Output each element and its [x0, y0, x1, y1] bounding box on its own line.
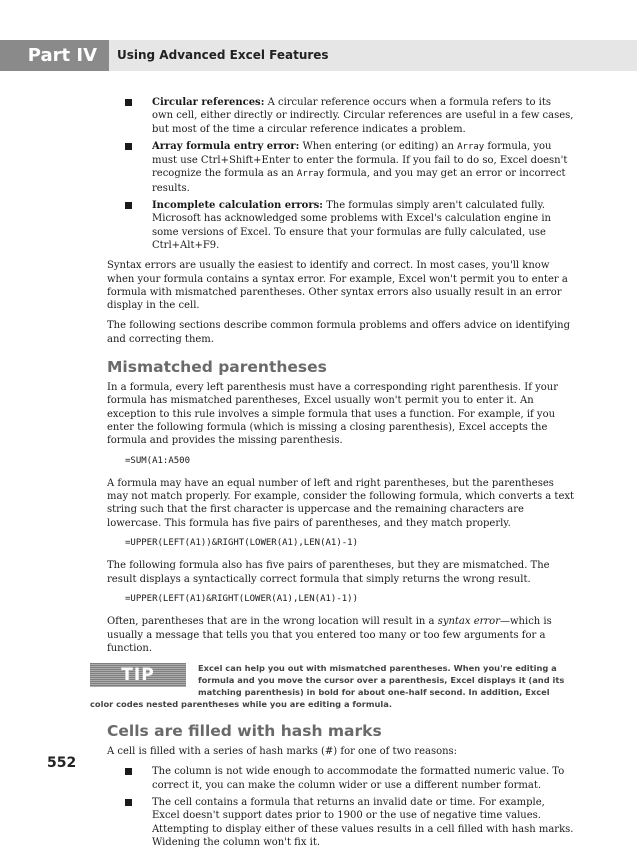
- paragraph: The following formula also has five pairs of parentheses, but they are mismatched. The result displays a syntactically correct formula that simply returns the wrong result.: [107, 560, 550, 585]
- paragraph: [107, 615, 575, 655]
- list-item: [107, 140, 575, 195]
- tip-badge: TIP: [90, 663, 186, 687]
- list-item: The column is not wide enough to accommodate the formatted numeric value. To correct it, you can make the column wider or use a different number format.: [107, 765, 575, 792]
- tip-text: Excel can help you out with mismatched parentheses. When you're editing a formula and you move the cursor over a parenthesis, Excel displays it (and its matching parenthesis) in bold for about one-half second. In addition, Excel color codes nested parentheses while you are editing a formula.: [90, 663, 565, 710]
- inline-code: Array: [457, 141, 485, 152]
- page-header: [0, 40, 637, 71]
- inline-code: Array: [296, 169, 324, 180]
- bullet-text: formula, and you may get an error or incorrect results.: [152, 168, 566, 194]
- page-number: 552: [47, 755, 77, 771]
- error-types-list: [107, 96, 575, 252]
- code-example: =UPPER(LEFT(A1)&RIGHT(LOWER(A1),LEN(A1)-1)): [125, 593, 358, 604]
- paragraph-text: —which is usually a message that tells you that you entered too many or too few arguments for a function.: [107, 616, 552, 654]
- bullet-text: A circular reference occurs when a formula refers to its own cell, either directly or indirectly. Circular references are useful in a few cases, but most of the time a circular reference indicates a problem.: [152, 97, 574, 135]
- bullet-text: formula, you must use Ctrl+Shift+Enter to enter the formula. If you fail to do so, Excel doesn't recognize the formula as an: [152, 140, 568, 180]
- paragraph-text: Often, parentheses that are in the wrong location will result in a: [107, 616, 438, 628]
- paragraph: Syntax errors are usually the easiest to identify and correct. In most cases, you'll know when your formula contains a syntax error. For example, Excel won't permit you to enter a formula with mismatched parentheses. Other syntax errors also usually result in an error display in the cell.: [107, 260, 568, 312]
- bullet-term: Array formula entry error:: [152, 140, 300, 152]
- paragraph: A formula may have an equal number of left and right parentheses, but the parentheses may not match properly. For example, consider the following formula, which converts a text string such that the first character is uppercase and the remaining characters are lowercase. This formula has five pairs of parentheses, and they match properly.: [107, 477, 575, 529]
- bullet-term: Circular references:: [152, 97, 265, 108]
- part-label: Part IV: [0, 40, 109, 71]
- paragraph: In a formula, every left parenthesis must have a corresponding right parenthesis. If your formula has mismatched parentheses, Excel usually won't permit you to enter it. An exception to this rule involves a simple formula that uses a function. For example, if you enter the following formula (which is missing a closing parenthesis), Excel accepts the formula and provides the missing parenthesis.: [107, 382, 558, 447]
- page-content: [90, 96, 575, 856]
- paragraph: The following sections describe common formula problems and offers advice on identifying and correcting them.: [107, 320, 571, 345]
- bullet-term: Incomplete calculation errors:: [152, 200, 323, 212]
- tip-box: [90, 662, 575, 710]
- list-item: [107, 199, 575, 252]
- section-heading: Cells are filled with hash marks: [107, 722, 382, 741]
- code-example: =UPPER(LEFT(A1))&RIGHT(LOWER(A1),LEN(A1)-1): [125, 538, 358, 549]
- emphasis: syntax error: [437, 616, 500, 628]
- list-item: [107, 96, 575, 136]
- section-heading: Mismatched parentheses: [107, 358, 327, 377]
- code-example: =SUM(A1:A500: [125, 455, 191, 466]
- bullet-text: When entering (or editing) an: [299, 140, 458, 152]
- list-item: The cell contains a formula that returns an invalid date or time. For example, Excel doesn't support dates prior to 1900 or the use of negative time values. Attempting to display either of these values results in a cell filled with hash marks. Widening the column won't fix it.: [107, 796, 575, 849]
- bullet-text: The formulas simply aren't calculated fully. Microsoft has acknowledged some problems with Excel's calculation engine in some versions of Excel. To ensure that your formulas are fully calculated, use Ctrl+Alt+F9.: [152, 200, 551, 251]
- paragraph: A cell is filled with a series of hash marks (#) for one of two reasons:: [107, 746, 458, 758]
- part-title: Using Advanced Excel Features: [117, 48, 329, 62]
- hash-reasons-list: [107, 765, 575, 849]
